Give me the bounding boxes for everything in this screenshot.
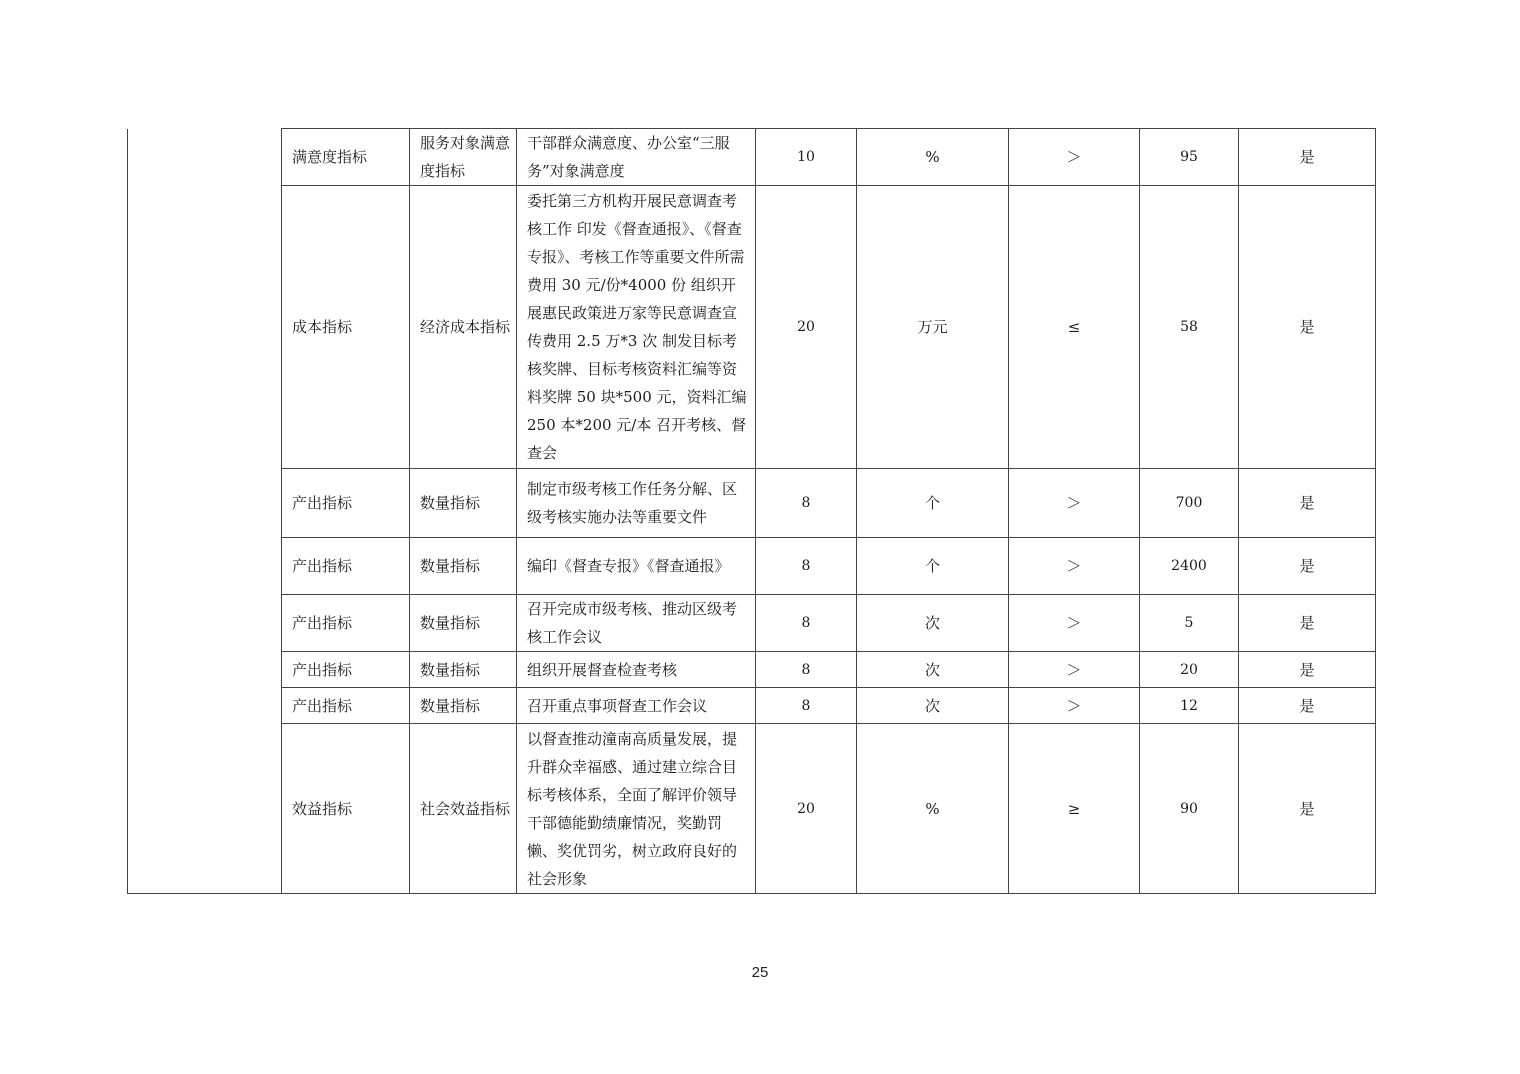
table-row [128,724,1376,894]
unit-cell: 次 [857,688,1009,724]
target-value-cell: 5 [1140,595,1239,652]
operator-cell: ＞ [1009,129,1140,186]
target-value-cell: 95 [1140,129,1239,186]
target-value-cell: 20 [1140,652,1239,688]
table-row [128,595,1376,652]
unit-cell: % [857,724,1009,894]
indicator-description-cell: 制定市级考核工作任务分解、区级考核实施办法等重要文件 [517,469,756,538]
result-cell: 是 [1239,652,1376,688]
table-row [128,129,1376,186]
unit-cell: 个 [857,538,1009,595]
target-value-cell: 2400 [1140,538,1239,595]
result-cell: 是 [1239,688,1376,724]
level2-indicator-cell: 服务对象满意度指标 [410,129,517,186]
weight-cell: 8 [756,652,857,688]
result-cell: 是 [1239,595,1376,652]
level1-indicator-cell: 产出指标 [282,688,410,724]
level2-indicator-cell: 经济成本指标 [410,186,517,469]
indicator-description-cell: 以督查推动潼南高质量发展，提升群众幸福感、通过建立综合目标考核体系，全面了解评价领导干部德能勤绩廉情况，奖勤罚懒、奖优罚劣，树立政府良好的社会形象 [517,724,756,894]
level2-indicator-cell: 数量指标 [410,595,517,652]
weight-cell: 8 [756,595,857,652]
table-row [128,186,1376,469]
table-row [128,688,1376,724]
table-row [128,652,1376,688]
operator-cell: ＞ [1009,538,1140,595]
table-row [128,538,1376,595]
weight-cell: 20 [756,186,857,469]
target-value-cell: 700 [1140,469,1239,538]
operator-cell: ≤ [1009,186,1140,469]
level2-indicator-cell: 数量指标 [410,688,517,724]
indicator-description-cell: 委托第三方机构开展民意调查考核工作 印发《督查通报》、《督查专报》、考核工作等重要文件所需费用 30 元/份*4000 份 组织开展惠民政策进万家等民意调查宣传费用 2.5 万*3 次 制发目标考核奖牌、目标考核资料汇编等资料奖牌 50 块*500 元，资料汇编 250 本*200 元/本 召开考核、督查会 [517,186,756,469]
level2-indicator-cell: 数量指标 [410,469,517,538]
level1-indicator-cell: 产出指标 [282,595,410,652]
result-cell: 是 [1239,724,1376,894]
indicator-description-cell: 编印《督查专报》《督查通报》 [517,538,756,595]
level1-indicator-cell: 成本指标 [282,186,410,469]
result-cell: 是 [1239,538,1376,595]
level1-indicator-cell: 满意度指标 [282,129,410,186]
level1-indicator-cell: 产出指标 [282,469,410,538]
table-row [128,469,1376,538]
level1-indicator-cell: 产出指标 [282,538,410,595]
level1-indicator-cell: 产出指标 [282,652,410,688]
merged-blank-cell [128,129,282,894]
result-cell: 是 [1239,186,1376,469]
indicator-description-cell: 组织开展督查检查考核 [517,652,756,688]
result-cell: 是 [1239,129,1376,186]
level2-indicator-cell: 数量指标 [410,538,517,595]
operator-cell: ＞ [1009,469,1140,538]
unit-cell: % [857,129,1009,186]
weight-cell: 8 [756,688,857,724]
result-cell: 是 [1239,469,1376,538]
operator-cell: ＞ [1009,595,1140,652]
weight-cell: 20 [756,724,857,894]
indicator-description-cell: 召开完成市级考核、推动区级考核工作会议 [517,595,756,652]
unit-cell: 次 [857,595,1009,652]
unit-cell: 个 [857,469,1009,538]
page-number: 25 [751,964,769,981]
performance-indicator-table [127,128,1376,894]
weight-cell: 10 [756,129,857,186]
unit-cell: 万元 [857,186,1009,469]
weight-cell: 8 [756,538,857,595]
level2-indicator-cell: 数量指标 [410,652,517,688]
level1-indicator-cell: 效益指标 [282,724,410,894]
operator-cell: ＞ [1009,688,1140,724]
weight-cell: 8 [756,469,857,538]
target-value-cell: 90 [1140,724,1239,894]
target-value-cell: 58 [1140,186,1239,469]
indicator-description-cell: 干部群众满意度、办公室“三服务”对象满意度 [517,129,756,186]
target-value-cell: 12 [1140,688,1239,724]
operator-cell: ≥ [1009,724,1140,894]
unit-cell: 次 [857,652,1009,688]
operator-cell: ＞ [1009,652,1140,688]
indicator-description-cell: 召开重点事项督查工作会议 [517,688,756,724]
level2-indicator-cell: 社会效益指标 [410,724,517,894]
